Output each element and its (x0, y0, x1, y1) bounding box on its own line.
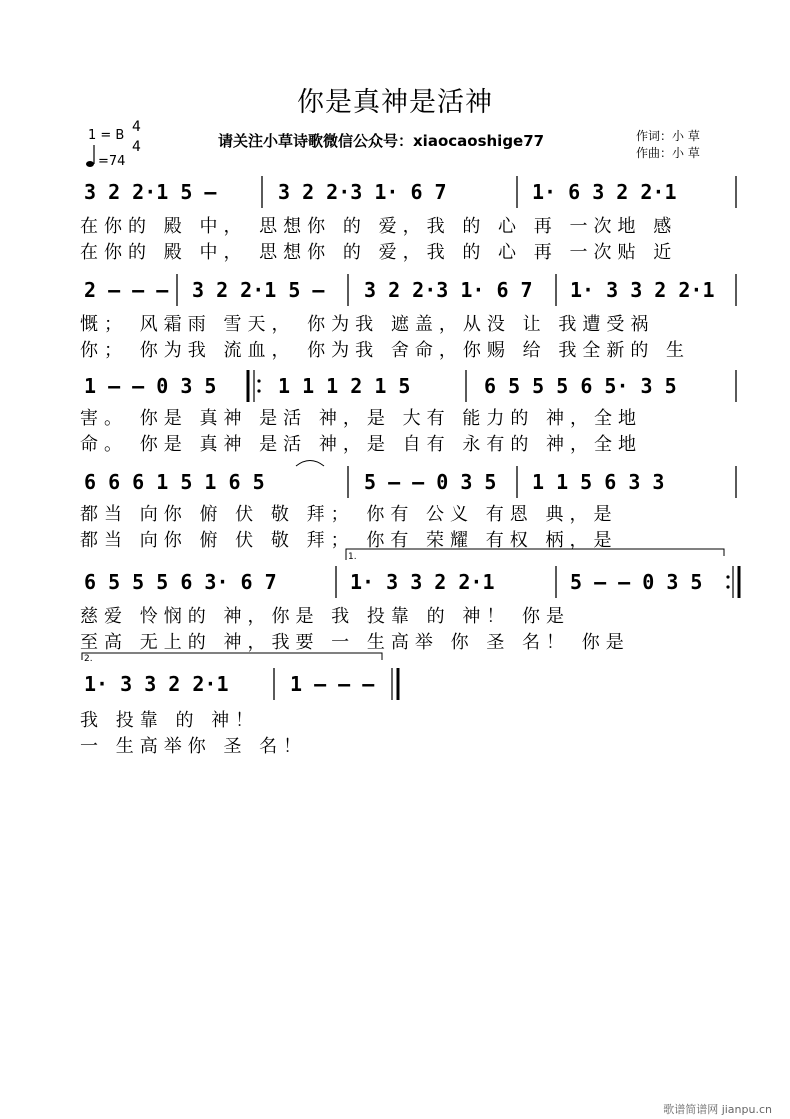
lyric-line: 我 投靠 的 神！ (80, 710, 260, 731)
measure-notes: 1· 3 3 2 2·1 (570, 278, 715, 302)
measure-notes: 1· 3 3 2 2·1 (84, 672, 229, 696)
volta-1-label: 1. (348, 552, 357, 562)
measure-notes: 6 5 5 5 6 5· 3 5 (484, 374, 677, 398)
measure-notes: 6 6 6 1 5 1 6 5 (84, 470, 265, 494)
measure-notes: 3 2 2·3 1· 6 7 (278, 180, 447, 204)
measure-notes: 1 – – 0 3 5 (84, 374, 217, 398)
lyric-line: 慈爱 怜悯的 神，你是 我 投靠 的 神！ 你是 (80, 606, 571, 627)
composer-credit: 作曲：小 草 (636, 146, 700, 160)
end-repeat-sign (726, 566, 739, 598)
start-repeat-sign (248, 370, 261, 402)
measure-notes: 1· 3 3 2 2·1 (350, 570, 495, 594)
site-watermark: 歌谱简谱网 jianpu.cn (663, 1103, 772, 1116)
follow-notice: 请关注小草诗歌微信公众号：xiaocaoshige77 (218, 132, 545, 150)
measure-notes: 1 1 5 6 3 3 (532, 470, 665, 494)
measure-notes: 6 5 5 5 6 3· 6 7 (84, 570, 277, 594)
lyric-line: 害。 你是 真神 是活 神，是 大有 能力的 神，全地 (80, 408, 643, 429)
lyricist-credit: 作词：小 草 (636, 129, 700, 143)
lyric-line: 在你的 殿 中， 思想你 的 爱，我 的 心 再 一次地 感 (80, 216, 678, 237)
final-barline (392, 668, 398, 700)
measure-notes: 3 2 2·1 5 – (84, 180, 217, 204)
volta-2-label: 2. (84, 654, 93, 664)
measure-notes: 3 2 2·3 1· 6 7 (364, 278, 533, 302)
time-signature-bottom: 4 (132, 139, 141, 155)
measure-notes: 1 1 1 2 1 5 (278, 374, 411, 398)
time-signature-top: 4 (132, 119, 141, 135)
lyric-line: 你； 你为我 流血， 你为我 舍命，你赐 给 我全新的 生 (80, 340, 691, 361)
volta-1-bracket (346, 549, 724, 560)
lyric-line: 慨； 风霜雨 雪天， 你为我 遮盖，从没 让 我遭受祸 (80, 314, 655, 335)
lyric-line: 一 生高举你 圣 名！ (80, 736, 308, 757)
lyric-line: 都当 向你 俯 伏 敬 拜； 你有 公义 有恩 典，是 (80, 504, 618, 525)
slur (296, 461, 324, 467)
song-title: 你是真神是活神 (297, 87, 493, 118)
measure-notes: 3 2 2·1 5 – (192, 278, 325, 302)
measure-notes: 1· 6 3 2 2·1 (532, 180, 677, 204)
measure-notes: 1 – – – (290, 672, 375, 696)
tempo: =74 (98, 154, 126, 169)
measure-notes: 2 – – – (84, 278, 169, 302)
lyric-line: 命。 你是 真神 是活 神，是 自有 永有的 神，全地 (80, 434, 643, 455)
measure-notes: 5 – – 0 3 5 (364, 470, 497, 494)
volta-2-bracket (82, 653, 382, 660)
lyric-line: 在你的 殿 中， 思想你 的 爱，我 的 心 再 一次贴 近 (80, 242, 678, 263)
lyric-line: 都当 向你 俯 伏 敬 拜； 你有 荣耀 有权 柄，是 (80, 530, 618, 551)
lyric-line: 至高 无上的 神，我要 一 生高举 你 圣 名！ 你是 (80, 632, 630, 653)
key-signature: 1 = B (88, 128, 125, 143)
measure-notes: 5 – – 0 3 5 (570, 570, 703, 594)
